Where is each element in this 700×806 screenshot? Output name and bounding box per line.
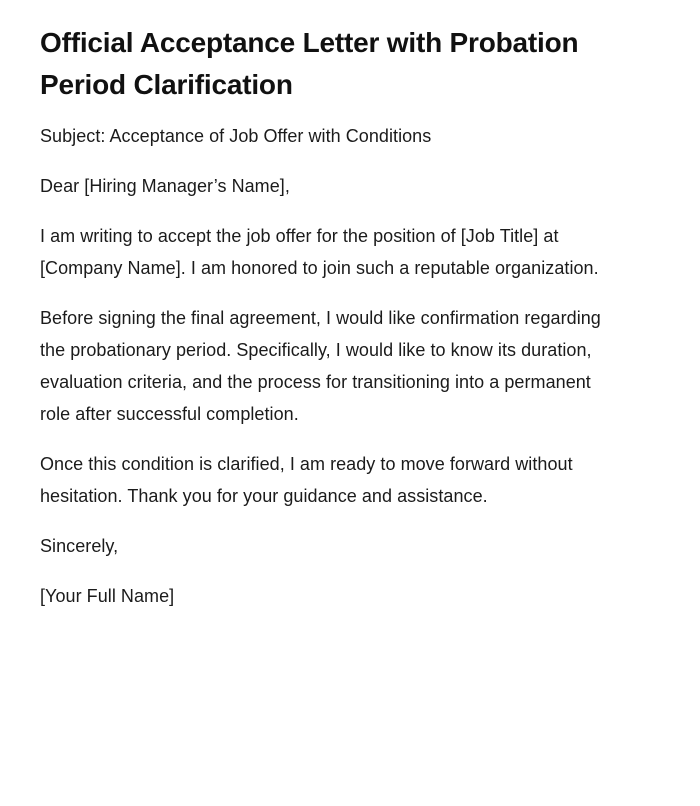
salutation: Dear [Hiring Manager’s Name],: [40, 176, 290, 196]
page-title: Official Acceptance Letter with Probation Period Clarification: [40, 27, 579, 100]
letter-body: [40, 120, 622, 612]
subject-line: Subject: Acceptance of Job Offer with Conditions: [40, 126, 432, 146]
valediction: Sincerely,: [40, 536, 119, 556]
probation-clarification-paragraph: Before signing the final agreement, I would like confirmation regarding the probationary period. Specifically, I would like to know its duration, evaluation criteria, and the process for transitioning into a permanent role after successful completion.: [40, 308, 601, 424]
intro-paragraph: I am writing to accept the job offer for the position of [Job Title] at [Company Name]. I am honored to join such a reputable organization.: [40, 226, 599, 278]
signature-name: [Your Full Name]: [40, 586, 175, 606]
closing-paragraph: Once this condition is clarified, I am ready to move forward without hesitation. Thank you for your guidance and assistance.: [40, 454, 573, 506]
